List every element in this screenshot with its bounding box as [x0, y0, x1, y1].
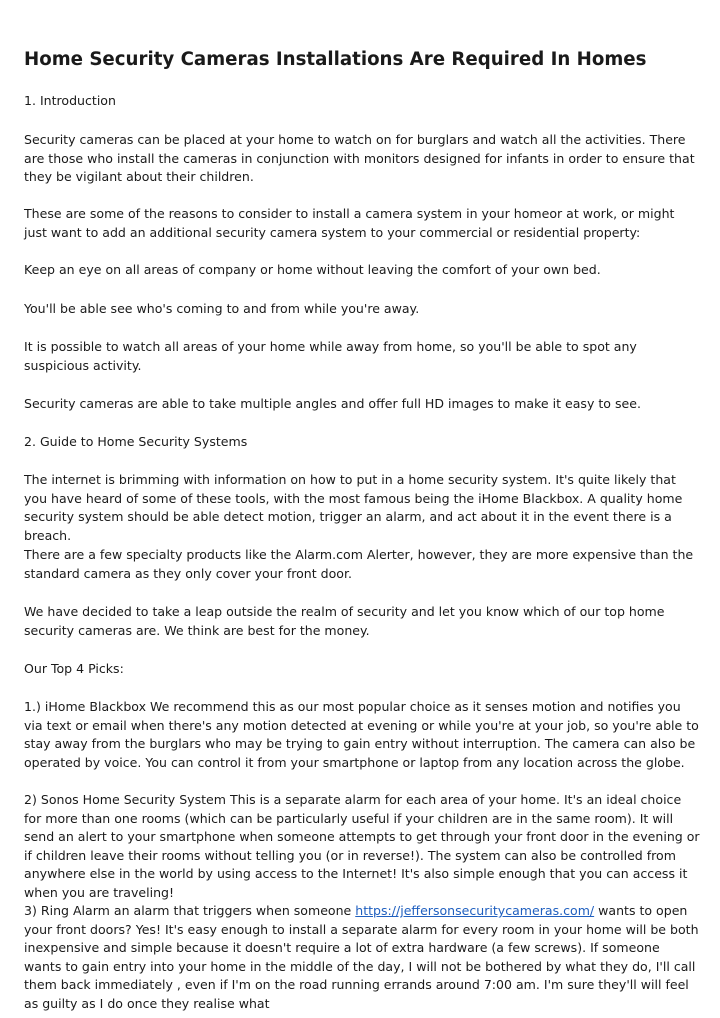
paragraph-reasons: These are some of the reasons to consider to install a camera system in your homeor at work, or might just want to add an additional security camera system to your commercial or residential property:	[24, 206, 675, 240]
picks-heading: Our Top 4 Picks:	[24, 661, 124, 676]
jefferson-security-link[interactable]: https://jeffersonsecuritycameras.com/	[355, 903, 595, 918]
pick-ring-alarm-text-after: wants to open your front doors? Yes! It's easy enough to install a separate alarm for every room in your home will be both inexpensive and simple because it doesn't require a lot of extra hardware (a few screws). If someone wants to gain entry into your home in the middle of the day, I will not be bothered by what they do, I'll call them back immediately , even if I'm on the road running errands around 7:00 am. I'm sure they'll will feel as guilty as I do once they realise what	[24, 903, 699, 1011]
pick-ring-alarm-text-before: 3) Ring Alarm an alarm that triggers when someone	[24, 903, 356, 918]
paragraph-security-cameras: Security cameras can be placed at your home to watch on for burglars and watch all the activities. There are those who install the cameras in conjunction with monitors designed for infants in order to ensure that they be vigilant about their children.	[24, 132, 695, 184]
paragraph-specialty-products: There are a few specialty products like the Alarm.com Alerter, however, they are more expensive than the standard camera as they only cover your front door.	[24, 547, 694, 581]
paragraph-internet: The internet is brimming with information on how to put in a home security system. It's quite likely that you have heard of some of these tools, with the most famous being the iHome Blackbox. A quality home security system should be able detect motion, trigger an alarm, and act about it in the event there is a breach.	[24, 472, 683, 543]
guide-heading: 2. Guide to Home Security Systems	[24, 434, 248, 449]
intro-heading: 1. Introduction	[24, 93, 116, 108]
paragraph-multiple-angles: Security cameras are able to take multiple angles and offer full HD images to make it easy to see.	[24, 396, 641, 411]
pick-sonos: 2) Sonos Home Security System This is a separate alarm for each area of your home. It's an ideal choice for more than one rooms (which can be particularly useful if your children are in the same room). It will send an alert to your smartphone when someone attempts to get through your front door in the evening or if children leave their rooms without telling you (or in reverse!). The system can also be controlled from anywhere else in the world by using access to the Internet! It's also simple enough that you can access it when you are traveling!	[24, 792, 700, 900]
paragraph-leap: We have decided to take a leap outside the realm of security and let you know which of our top home security cameras are. We think are best for the money.	[24, 604, 665, 638]
page-title: Home Security Cameras Installations Are Required In Homes	[24, 49, 647, 70]
pick-ihome-blackbox: 1.) iHome Blackbox We recommend this as our most popular choice as it senses motion and notifies you via text or email when there's any motion detected at evening or while you're at your job, so you're able to stay away from the burglars who may be trying to gain entry without interruption. The camera can also be operated by voice. You can control it from your smartphone or laptop from any location across the globe.	[24, 699, 699, 770]
paragraph-watch-all-areas: It is possible to watch all areas of your home while away from home, so you'll be able to spot any suspicious activity.	[24, 339, 637, 373]
paragraph-keep-an-eye: Keep an eye on all areas of company or home without leaving the comfort of your own bed.	[24, 262, 601, 277]
pick-ring-alarm	[24, 902, 700, 1013]
paragraph-see-who: You'll be able see who's coming to and from while you're away.	[24, 301, 420, 316]
